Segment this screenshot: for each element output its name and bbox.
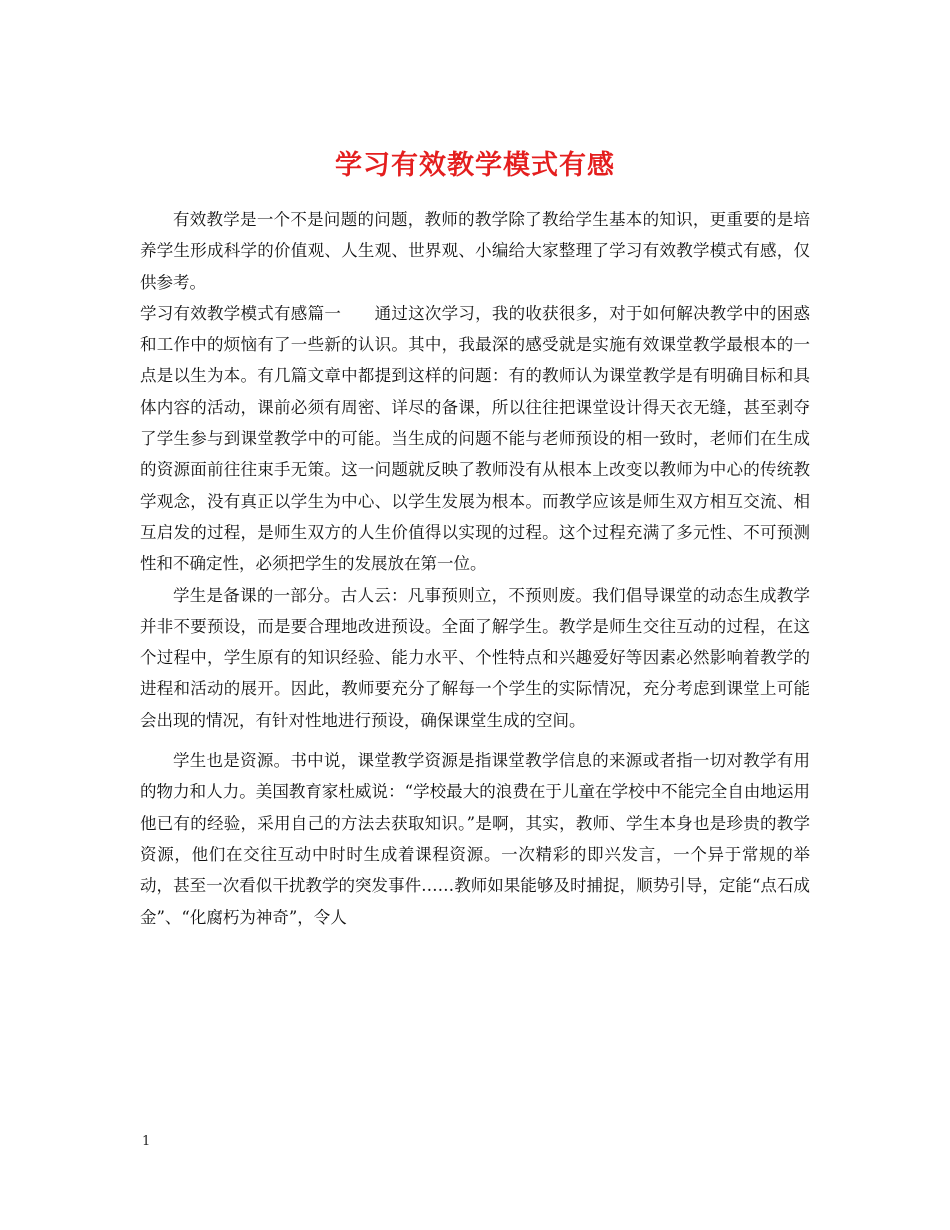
page-number: 1 <box>142 1134 151 1149</box>
paragraph-section-one: 学习有效教学模式有感篇一 通过这次学习，我的收获很多，对于如何解决教学中的困惑和工作中的烦恼有了一些新的认识。其中，我最深的感受就是实施有效课堂教学最根本的一点是以生为本。有几篇文章中都提到这样的问题：有的教师认为课堂教学是有明确目标和具体内容的活动，课前必须有周密、详尽的备课，所以往往把课堂设计得天衣无缝，甚至剥夺了学生参与到课堂教学中的可能。当生成的问题不能与老师预设的相一致时，老师们在生成的资源面前往往束手无策。这一问题就反映了教师没有从根本上改变以教师为中心的传统教学观念，没有真正以学生为中心、以学生发展为根本。而教学应该是师生双方相互交流、相互启发的过程，是师生双方的人生价值得以实现的过程。这个过程充满了多元性、不可预测性和不确定性，必须把学生的发展放在第一位。 <box>140 303 810 574</box>
paragraph-intro: 有效教学是一个不是问题的问题，教师的教学除了教给学生基本的知识，更重要的是培养学生形成科学的价值观、人生观、世界观、小编给大家整理了学习有效教学模式有感，仅供参考。 <box>140 210 810 292</box>
document-body <box>140 204 810 933</box>
document-title: 学习有效教学模式有感 <box>335 150 615 182</box>
paragraph-students-resources: 学生也是资源。书中说，课堂教学资源是指课堂教学信息的来源或者指一切对教学有用的物力和人力。美国教育家杜威说：“学校最大的浪费在于儿童在学校中不能完全自由地运用他已有的经验，采用自己的方法去获取知识。”是啊，其实，教师、学生本身也是珍贵的教学资源，他们在交往互动中时时生成着课程资源。一次精彩的即兴发言，一个异于常规的举动，甚至一次看似干扰教学的突发事件……教师如果能够及时捕捉，顺势引导，定能“点石成金”、“化腐朽为神奇”，令人 <box>140 751 810 927</box>
paragraph-lesson-prep: 学生是备课的一部分。古人云：凡事预则立，不预则废。我们倡导课堂的动态生成教学并非不要预设，而是要合理地改进预设。全面了解学生。教学是师生交往互动的过程，在这个过程中，学生原有的知识经验、能力水平、个性特点和兴趣爱好等因素必然影响着教学的进程和活动的展开。因此，教师要充分了解每一个学生的实际情况，充分考虑到课堂上可能会出现的情况，有针对性地进行预设，确保课堂生成的空间。 <box>140 585 810 730</box>
